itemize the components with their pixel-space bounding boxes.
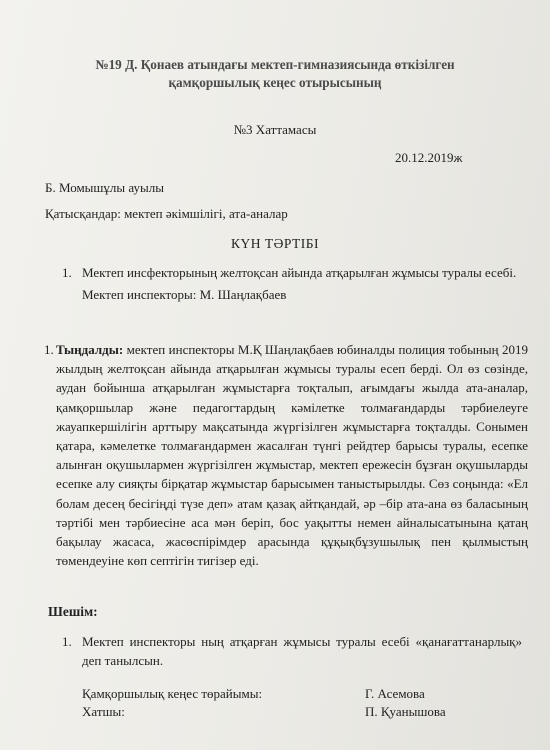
heard-text: мектеп инспекторы М.Қ Шаңлақбаев юбиналды полиция тобының 2019 жылдың желтоқсан айында атқарылған жұмысы туралы есеп берді. Ол өз сөзінде, аудан бойынша атқарылған жұмыстарға тоқталып, ағымдағы жылда ата-аналар, қамқоршылар және педагогтардың кәмілетке толмағандарды тәрбиелеуге жауапкершілігін арттыру мақсатында жүргізілген жұмыстарға тоқталды. Сонымен қатара, кәмелетке толмағандармен жасалған түнгі рейдтер барысы туралы, есепке алынған оқушылармен жүргізілген жұмыстар, мектеп ережесін бұзған оқушыларды есепке алу сияқты бірқатар жұмыстар барысымен таныстырылды. Сөз соңында: «Ел болам десең бесігіңді түзе деп» атам қазақ айтқандай, әр –бір ата-ана өз баласының тәртібі мен тәрбиесіне аса мән беріп, бос уақытты немен айналысатынына қатаң бақылау жасаса, жасөспірімдер арасында құқықбұзушылық пен қылмыстың төмендеуіне көп септігін тигізер еді.: [56, 342, 528, 569]
document-date: 20.12.2019ж: [395, 150, 463, 165]
protocol-title: №3 Хаттамасы: [233, 122, 317, 137]
heard-paragraph: [44, 340, 528, 570]
decision-item-text: Мектеп инспекторы ның атқарған жұмысы туралы есебі «қанағаттанарлық» деп танылсын.: [82, 634, 522, 668]
agenda-heading: КҮН ТӘРТІБІ: [230, 236, 320, 251]
decision-heading: Шешім:: [48, 604, 98, 619]
signature-name-chair: Г. Асемова: [365, 686, 425, 701]
decision-list: [62, 632, 522, 670]
participants: Қатысқандар: мектеп әкімшілігі, ата-аналар: [45, 206, 288, 221]
decision-item-number: 1.: [62, 634, 72, 649]
document-title-line-1: №19 Д. Қонаев атындағы мектеп-гимназиясында өткізілген: [95, 57, 455, 72]
decision-item: [62, 632, 522, 670]
agenda-item-number: 1.: [62, 265, 72, 280]
heard-number: 1.: [44, 342, 54, 357]
meeting-place: Б. Момышұлы ауылы: [45, 180, 164, 195]
heard-section: [44, 340, 528, 570]
agenda-list: [62, 264, 522, 304]
signature-role-chair: Қамқоршылық кеңес төрайымы:: [82, 686, 263, 701]
signature-role-secretary: Хатшы:: [82, 704, 125, 719]
agenda-item-speaker: Мектеп инспекторы: М. Шаңлақбаев: [82, 287, 287, 302]
signature-name-secretary: П. Қуанышова: [365, 704, 446, 719]
document-title-line-2: қамқоршылық кеңес отырысының: [168, 75, 382, 90]
heard-label: Тыңдалды:: [56, 342, 124, 357]
agenda-item: [62, 264, 522, 282]
agenda-item-text: Мектеп инсфекторының желтоқсан айында атқарылған жұмысы туралы есебі.: [82, 265, 517, 280]
